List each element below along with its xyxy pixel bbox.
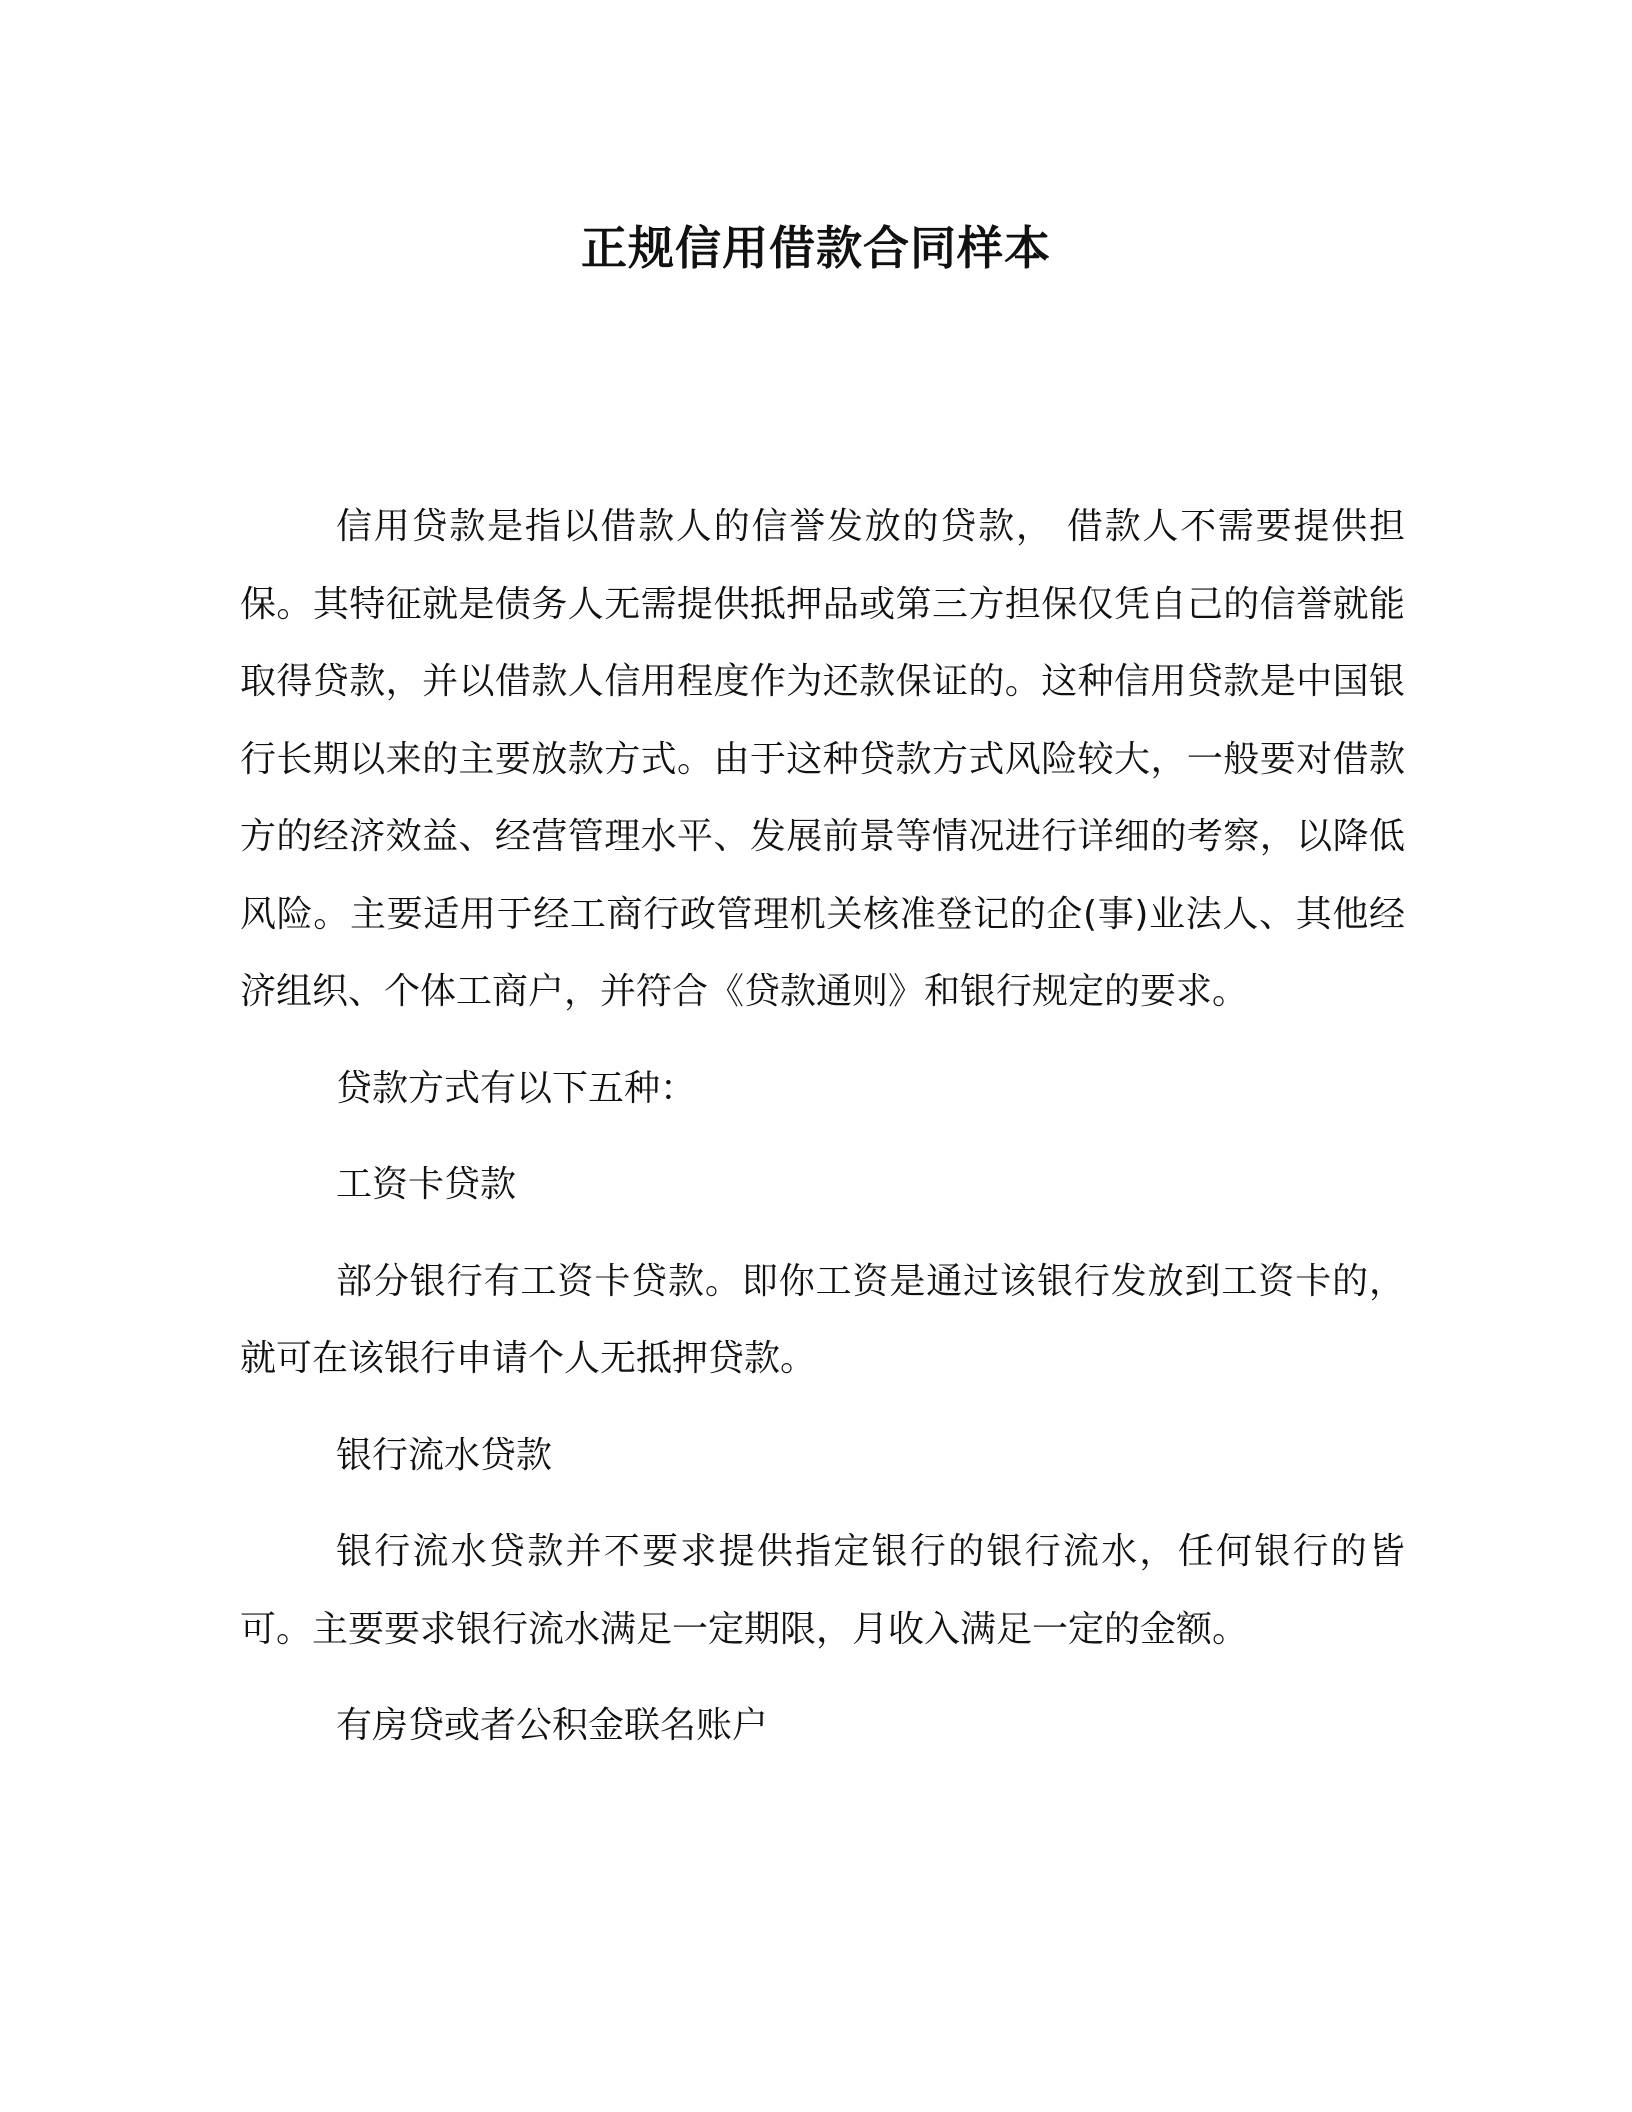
document-body [240,488,1405,1765]
paragraph-loan-methods-intro: 贷款方式有以下五种： [336,1067,697,1109]
paragraph-bank-statement-loan: 银行流水贷款并不要求提供指定银行的银行流水，任何银行的皆可。主要要求银行流水满足一定期限，月收入满足一定的金额。 [240,1531,1405,1650]
heading-mortgage-fund-account: 有房贷或者公积金联名账户 [336,1705,769,1746]
heading-bank-statement-loan: 银行流水贷款 [336,1434,553,1476]
document-title: 正规信用借款合同样本 [581,221,1051,275]
paragraph-salary-card-loan: 部分银行有工资卡贷款。即你工资是通过该银行发放到工资卡的，就可在该银行申请个人无抵押贷款。 [240,1260,1405,1379]
paragraph-credit-loan-definition: 信用贷款是指以借款人的信誉发放的贷款， 借款人不需要提供担保。其特征就是债务人无需提供抵押品或第三方担保仅凭自己的信誉就能取得贷款，并以借款人信用程度作为还款保证的。这种信用贷款是中国银行长期以来的主要放款方式。由于这种贷款方式风险较大，一般要对借款方的经济效益、经营管理水平、发展前景等情况进行详细的考察，以降低风险。主要适用于经工商行政管理机关核准登记的企(事)业法人、其他经济组织、个体工商户，并符合《贷款通则》和银行规定的要求。 [240,506,1405,1012]
heading-salary-card-loan: 工资卡贷款 [336,1164,517,1205]
